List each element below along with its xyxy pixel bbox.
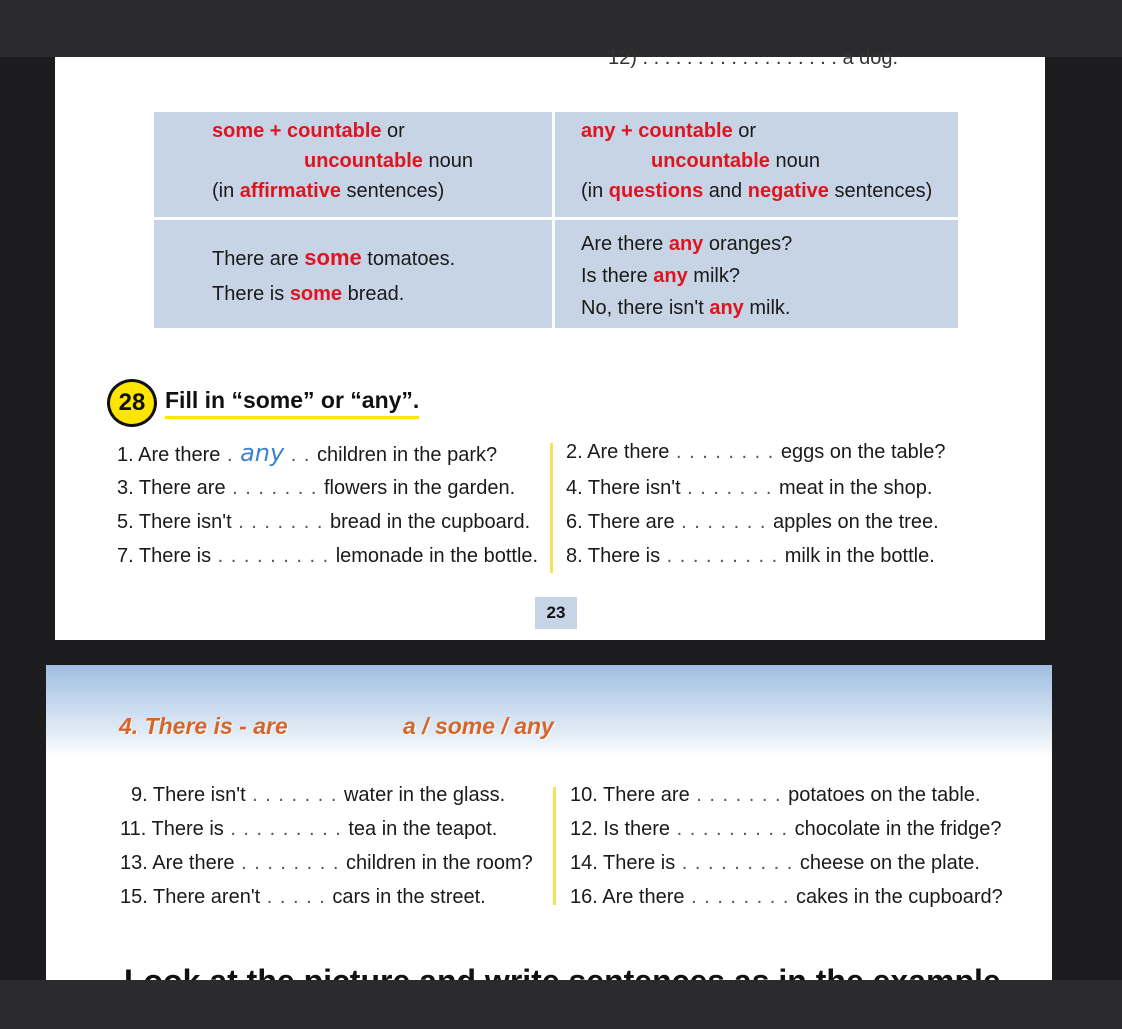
textbook-page-next <box>46 665 1052 980</box>
exercise-item-13: 13. Are there . . . . . . . . children in the room? <box>120 852 533 874</box>
example-any-3: No, there isn't any milk. <box>581 297 791 319</box>
exercise-item-14: 14. There is . . . . . . . . . cheese on the plate. <box>570 852 980 874</box>
unit-subtitle: a / some / any <box>403 713 554 739</box>
exercise-item-2: 2. Are there . . . . . . . . eggs on the table? <box>566 441 946 463</box>
rule-some-line2: uncountable noun <box>304 150 473 172</box>
rule-any-line2: uncountable noun <box>651 150 820 172</box>
examples-any <box>555 220 958 328</box>
exercise-item-3: 3. There are . . . . . . . flowers in the garden. <box>117 477 516 499</box>
rule-some <box>154 112 552 217</box>
rule-some-line1: some + countable or <box>212 120 405 142</box>
grammar-table <box>154 112 958 329</box>
exercise-item-1: 1. Are there . any . . children in the park? <box>117 439 498 467</box>
handwritten-answer: any <box>240 439 285 467</box>
rule-any <box>555 112 958 217</box>
exercise-item-10: 10. There are . . . . . . . potatoes on the table. <box>570 784 981 806</box>
example-some-2: There is some bread. <box>212 283 405 305</box>
exercise-item-8: 8. There is . . . . . . . . . milk in the bottle. <box>566 545 935 567</box>
example-any-1: Are there any oranges? <box>581 233 793 255</box>
exercise-title: Fill in “some” or “any”. <box>165 387 419 419</box>
example-some-1: There are some tomatoes. <box>212 245 456 270</box>
exercise-item-9: 9. There isn't . . . . . . . water in the glass. <box>131 784 506 806</box>
unit-banner <box>46 665 1052 757</box>
rule-any-line1: any + countable or <box>581 120 757 142</box>
cut-off-line: 12) . . . . . . . . . . . . . . . . . . a dog. <box>608 47 899 69</box>
bottom-bar <box>0 980 1122 1029</box>
column-divider-2 <box>553 787 556 905</box>
exercise-item-4: 4. There isn't . . . . . . . meat in the shop. <box>566 477 933 499</box>
exercise-28-heading <box>107 379 419 427</box>
exercise-number-badge: 28 <box>107 379 157 427</box>
exercise-item-15: 15. There aren't . . . . . cars in the street. <box>120 886 486 908</box>
examples-some <box>154 220 552 328</box>
textbook-page-23 <box>55 47 1045 640</box>
rule-some-line3: (in affirmative sentences) <box>212 180 445 202</box>
example-any-2: Is there any milk? <box>581 265 740 287</box>
exercise-item-6: 6. There are . . . . . . . apples on the tree. <box>566 511 939 533</box>
unit-title: 4. There is - are <box>119 713 288 739</box>
exercise-item-7: 7. There is . . . . . . . . . lemonade in the bottle. <box>117 545 539 567</box>
exercise-item-16: 16. Are there . . . . . . . . cakes in the cupboard? <box>570 886 1003 908</box>
page-number: 23 <box>535 597 577 629</box>
exercise-item-11: 11. There is . . . . . . . . . tea in the teapot. <box>120 818 498 840</box>
top-bar <box>0 0 1122 57</box>
rule-any-line3: (in questions and negative sentences) <box>581 180 933 202</box>
exercise-item-12: 12. Is there . . . . . . . . . chocolate in the fridge? <box>570 818 1002 840</box>
column-divider <box>550 443 553 573</box>
exercise-item-5: 5. There isn't . . . . . . . bread in the cupboard. <box>117 511 531 533</box>
exercise-28-items <box>55 437 1045 577</box>
